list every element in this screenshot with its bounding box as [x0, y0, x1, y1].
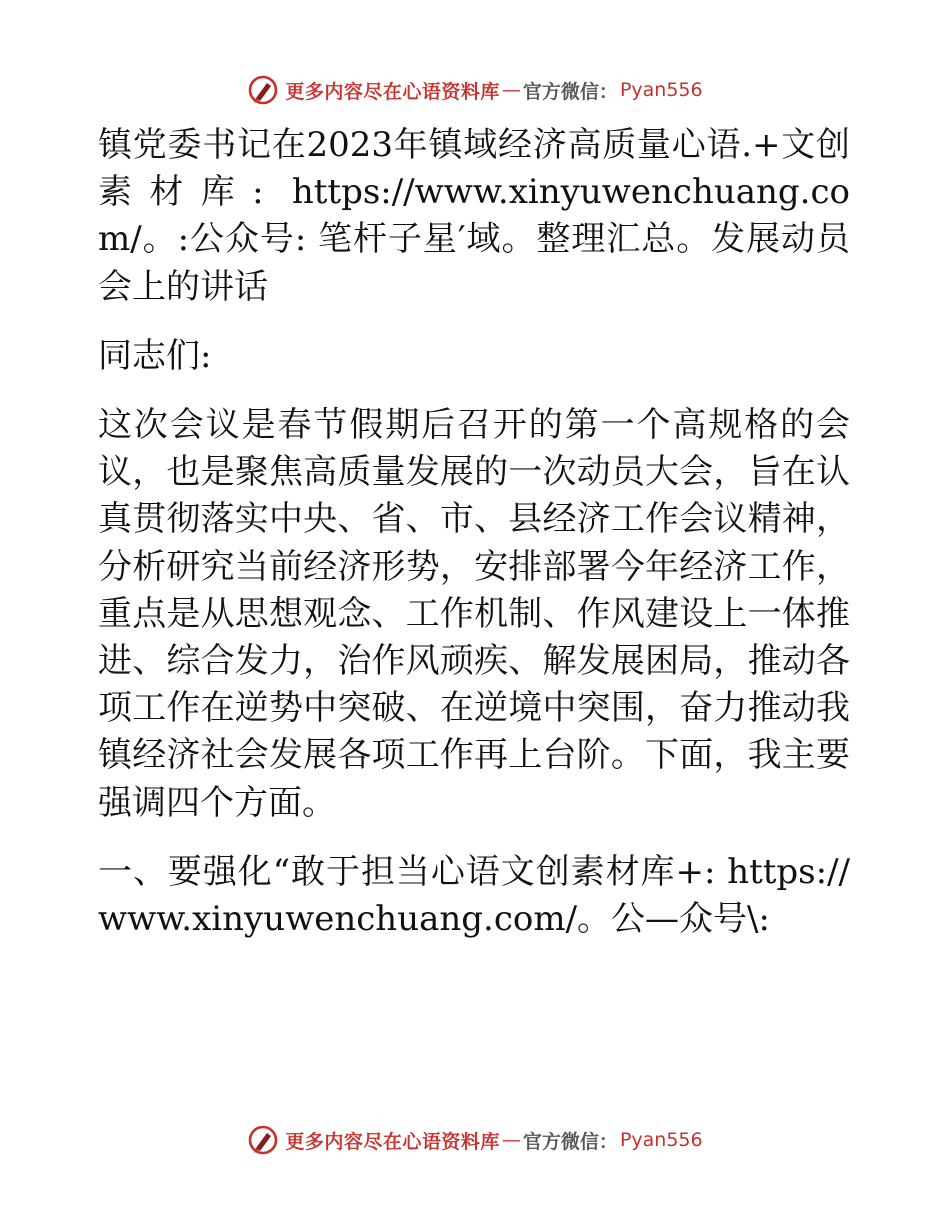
salutation: 同志们:: [98, 335, 212, 376]
watermark-text: 更多内容尽在心语资料库: [285, 80, 500, 103]
watermark-wechat-id: Pyan556: [619, 1129, 703, 1151]
pen-nib-circle-icon: [247, 1124, 279, 1156]
pen-nib-circle-icon: [247, 74, 279, 106]
watermark-wechat-label: 官方微信：: [522, 1130, 618, 1153]
paragraph-1: 这次会议是春节假期后召开的第一个高规格的会议，也是聚焦高质量发展的一次动员大会，旨在认真贯彻落实中央、省、市、县经济工作会议精神，分析研究当前经济形势，安排部署今年经济工作，重点是从思想观念、工作机制、作风建设上一体推进、综合发力，治作风顽疾、解发展困局，推动各项工作在逆势中突破、在逆境中突围，奋力推动我镇经济社会发展各项工作再上台阶。下面，我主要强调四个方面。: [98, 405, 850, 823]
footer-watermark: [0, 1118, 950, 1162]
document-body: [98, 122, 850, 943]
watermark-separator: —: [501, 1129, 521, 1151]
header-watermark: [0, 68, 950, 112]
watermark-separator: —: [501, 79, 521, 101]
watermark-wechat-id: Pyan556: [619, 79, 703, 101]
document-title: 镇党委书记在2023年镇域经济高质量心语.+文创素材库: https://www.xinyuwenchuang.com/。:公众号: 笔杆子星′域。整理汇总。发展动员会上的讲话: [98, 125, 850, 307]
watermark-wechat-label: 官方微信：: [522, 80, 618, 103]
section-heading-1: 一、要强化“敢于担当心语文创素材库+: https://www.xinyuwenchuang.com/。公—众号\:: [98, 851, 850, 940]
watermark-text: 更多内容尽在心语资料库: [285, 1130, 500, 1153]
